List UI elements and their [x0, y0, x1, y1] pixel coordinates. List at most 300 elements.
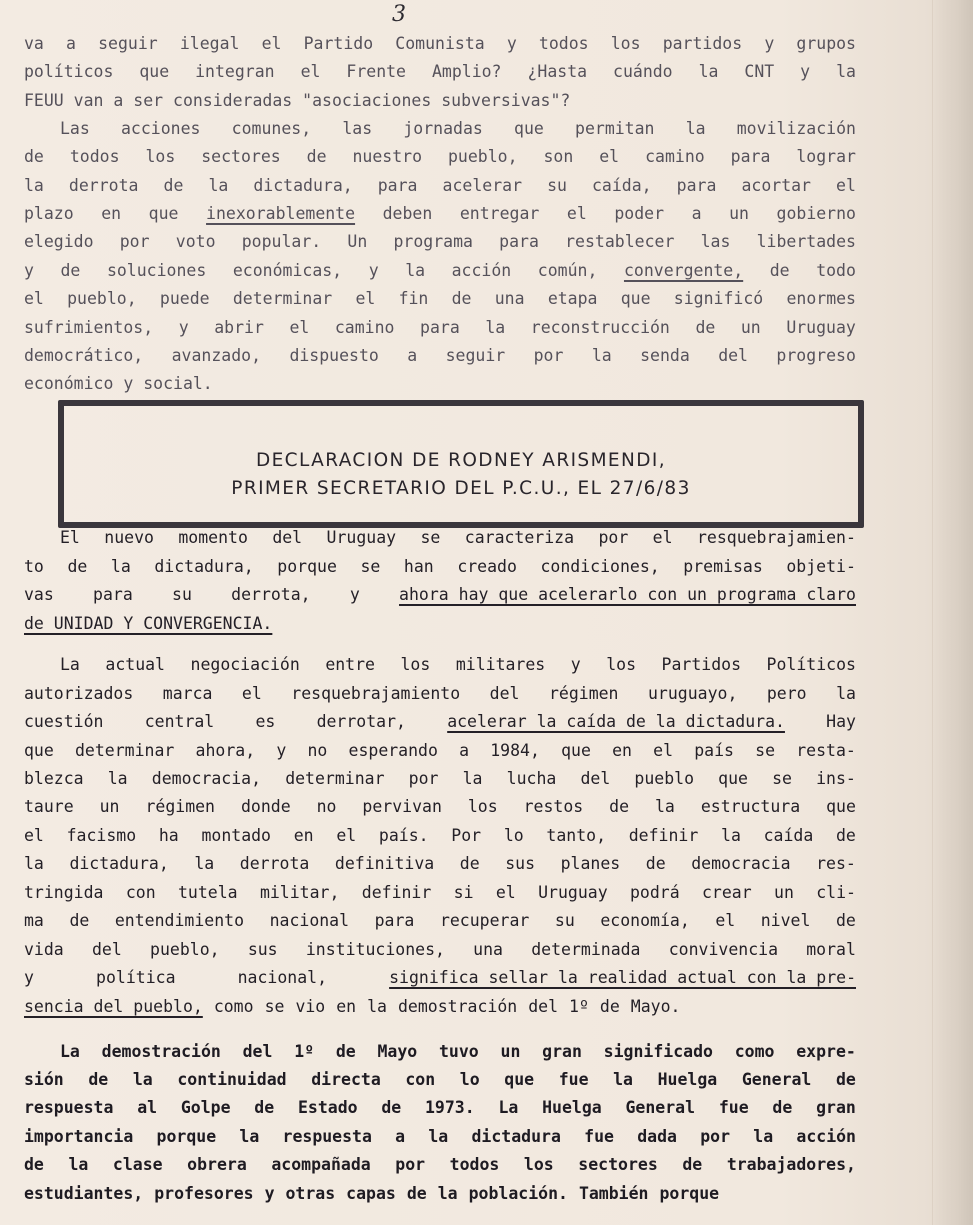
text-word: autorizados: [24, 684, 134, 703]
text-word: partidos: [662, 34, 743, 53]
text-word: senda: [640, 346, 690, 365]
paragraph-4-line: [24, 769, 856, 789]
text-word: todos: [69, 147, 120, 166]
text-word: determinar: [232, 289, 333, 308]
text-word: a: [459, 741, 470, 760]
paragraph-4-line: [24, 684, 856, 704]
text-word: que: [514, 119, 544, 138]
text-word: han: [403, 557, 434, 576]
text-word: determinar: [285, 769, 385, 788]
text-word: determinada: [531, 940, 641, 959]
text-word: resquebrajamien-: [696, 528, 856, 547]
text-word: pero: [766, 684, 807, 703]
paragraph-4-line: [24, 741, 856, 761]
text-word: de: [599, 997, 620, 1016]
text-word: una: [494, 289, 525, 308]
text-word: gran: [542, 1042, 582, 1061]
text-word: la: [24, 176, 44, 195]
text-word: soluciones: [106, 261, 207, 280]
text-word: Mayo.: [630, 997, 681, 1016]
text-word: comunes,: [231, 119, 312, 138]
text-word: su: [554, 911, 575, 930]
text-word: acompañada: [271, 1155, 371, 1174]
text-word: todo: [816, 261, 856, 280]
text-word: caída: [763, 826, 814, 845]
paragraph-3-line: [60, 528, 856, 548]
text-word: de: [69, 911, 90, 930]
text-word: to: [24, 557, 44, 576]
text-word: pueblo: [634, 769, 695, 788]
text-word: la: [208, 176, 229, 195]
text-word: por: [533, 346, 564, 365]
declaration-title-box: [58, 400, 864, 528]
paragraph-2-line: [24, 147, 856, 167]
text-word: movilización: [736, 119, 856, 138]
text-word: régimen: [548, 684, 619, 703]
text-word: tuvo: [439, 1042, 479, 1061]
text-word: nuevo: [104, 528, 154, 547]
text-word: pueblo,: [150, 940, 220, 959]
text-word: lograr: [796, 147, 856, 166]
paragraph-5-line: [24, 1070, 856, 1090]
text-word: democracia: [691, 854, 791, 873]
text-word: el: [261, 34, 282, 53]
text-word: un: [500, 1042, 521, 1061]
text-word: política: [96, 968, 176, 987]
text-word: de: [381, 1098, 402, 1117]
text-word: popular.: [241, 232, 322, 251]
text-word: del: [91, 940, 122, 959]
text-word: el: [355, 289, 376, 308]
text-word: montado: [201, 826, 271, 845]
text-word: respuesta: [24, 1098, 114, 1117]
text-word: progreso: [776, 346, 856, 365]
text-word: la: [836, 62, 856, 81]
text-word: no: [316, 797, 337, 816]
text-word: la: [698, 62, 719, 81]
text-word: el: [495, 883, 516, 902]
text-word: que: [148, 204, 179, 223]
text-word: Hay: [826, 712, 856, 731]
text-word: dictadura,: [253, 176, 353, 195]
text-word: para: [676, 176, 717, 195]
text-word: Frente: [346, 62, 406, 81]
text-word: 1º: [569, 997, 589, 1016]
text-word: las: [700, 232, 731, 251]
text-word: la: [685, 119, 706, 138]
text-word: voto: [175, 232, 216, 251]
text-word: para: [499, 232, 539, 251]
text-word: de: [836, 826, 856, 845]
text-word: y: [178, 318, 189, 337]
text-word: la: [836, 684, 856, 703]
text-word: Estado: [297, 1098, 358, 1117]
text-word: resquebrajamiento: [291, 684, 461, 703]
text-word: que: [24, 741, 54, 760]
text-word: por: [395, 1155, 426, 1174]
text-word: profesores: [154, 1184, 254, 1203]
text-word: del: [272, 528, 303, 547]
text-word: a: [395, 1127, 406, 1146]
paragraph-1-line: [24, 34, 856, 54]
text-word: por: [408, 769, 439, 788]
text-word: FEUU van a ser consideradas "asociaciones subversivas"?: [24, 91, 571, 110]
paragraph-5-line: [60, 1042, 856, 1062]
text-word: gobierno: [776, 204, 856, 223]
text-word: de: [24, 147, 44, 166]
text-word: por: [119, 232, 150, 251]
text-word: para: [377, 176, 418, 195]
text-word: y: [506, 34, 517, 53]
paragraph-2-line: [60, 119, 856, 139]
text-word: a: [407, 346, 418, 365]
text-word: permitan: [575, 119, 655, 138]
paragraph-4-line: [24, 797, 856, 817]
text-word: programa: [393, 232, 473, 251]
text-word: la: [107, 769, 128, 788]
text-word: cli-: [816, 883, 856, 902]
text-word: régimen: [145, 797, 215, 816]
text-word: sectores: [201, 147, 281, 166]
page-number: 3: [392, 2, 406, 27]
text-word: va: [24, 34, 44, 53]
text-word: la: [24, 854, 44, 873]
text-word: y: [764, 34, 775, 53]
text-word: la: [721, 826, 741, 845]
text-word: convergente,: [623, 261, 744, 280]
paragraph-2-line: [24, 232, 856, 252]
text-word: ins-: [816, 769, 856, 788]
text-word: la: [405, 261, 426, 280]
text-word: acortar: [741, 176, 811, 195]
text-word: y: [368, 261, 379, 280]
text-word: porque: [156, 1127, 217, 1146]
text-word: común,: [537, 261, 598, 280]
text-word: convivencia: [668, 940, 779, 959]
paragraph-3-line: [24, 614, 856, 634]
text-word: ha: [158, 826, 179, 845]
text-word: de: [769, 261, 790, 280]
text-word: el: [289, 318, 310, 337]
text-word: Uruguay: [538, 883, 608, 902]
text-word: Mayo: [377, 1042, 418, 1061]
text-word: del: [528, 997, 559, 1016]
text-word: el: [652, 528, 673, 547]
text-word: y: [24, 968, 34, 987]
text-word: de: [645, 854, 666, 873]
text-word: el: [24, 826, 44, 845]
text-word: de: [682, 1155, 703, 1174]
text-word: significa sellar la realidad actual con la pre-: [389, 968, 856, 987]
text-word: 1973.: [425, 1098, 475, 1117]
text-word: expre-: [796, 1042, 856, 1061]
text-word: estudiantes,: [24, 1184, 144, 1203]
paragraph-1-line: [24, 91, 856, 111]
text-word: integran: [195, 62, 275, 81]
text-word: Por: [451, 826, 482, 845]
paragraph-4-line: [24, 826, 856, 846]
text-word: todos: [538, 34, 589, 53]
text-word: un: [774, 883, 794, 902]
paragraph-5-line: [24, 1155, 856, 1175]
text-word: negociación: [190, 655, 300, 674]
text-word: de: [772, 1098, 793, 1117]
text-word: del: [580, 769, 611, 788]
text-word: jornadas: [403, 119, 483, 138]
text-word: que: [504, 1070, 535, 1089]
text-word: democracia,: [151, 769, 262, 788]
text-word: donde: [240, 797, 291, 816]
text-word: cuestión: [24, 712, 104, 731]
text-word: instituciones,: [305, 940, 445, 959]
text-word: acelerar la caída de la dictadura.: [447, 712, 785, 731]
text-word: que: [826, 797, 856, 816]
paragraph-2-line: [24, 318, 856, 338]
text-word: el: [241, 684, 262, 703]
text-word: para: [420, 318, 460, 337]
text-word: demostración: [398, 997, 518, 1016]
text-word: Partido: [303, 34, 374, 53]
text-word: el: [566, 204, 587, 223]
text-word: nivel: [760, 911, 811, 930]
text-word: al: [137, 1098, 158, 1117]
text-word: se: [772, 769, 792, 788]
text-word: se: [264, 997, 285, 1016]
text-word: definir: [361, 883, 432, 902]
text-word: de: [406, 1184, 427, 1203]
text-word: a: [66, 34, 76, 53]
text-word: de: [609, 797, 630, 816]
text-word: dictadura: [471, 1127, 561, 1146]
text-word: esperando: [348, 741, 438, 760]
text-word: camino: [334, 318, 395, 337]
paragraph-4-line: [60, 655, 856, 675]
text-word: su: [547, 176, 567, 195]
text-word: es: [255, 712, 276, 731]
text-word: la: [194, 854, 215, 873]
text-word: el: [715, 911, 736, 930]
text-word: pervivan: [362, 797, 442, 816]
text-word: de: [835, 911, 856, 930]
text-word: de UNIDAD Y CONVERGENCIA.: [24, 614, 273, 633]
text-word: taure: [24, 797, 74, 816]
text-word: condiciones,: [540, 557, 660, 576]
text-word: la: [239, 1127, 260, 1146]
text-word: sión: [24, 1070, 64, 1089]
paragraph-5-line: [24, 1098, 856, 1118]
text-word: ahora,: [195, 741, 256, 760]
text-word: acciones: [121, 119, 201, 138]
text-word: respuesta: [282, 1127, 372, 1146]
text-word: dispuesto: [289, 346, 379, 365]
text-word: el: [653, 741, 674, 760]
text-word: de: [835, 1070, 856, 1089]
paragraph-2-line: [24, 374, 856, 394]
text-word: económicas,: [232, 261, 343, 280]
text-word: lo: [503, 826, 524, 845]
paragraph-5-line: [24, 1184, 856, 1204]
text-word: moral: [806, 940, 856, 959]
text-word: avanzado,: [171, 346, 262, 365]
text-word: seguir: [98, 34, 158, 53]
paragraph-4-line: [24, 883, 856, 903]
paragraph-4-line: [24, 712, 856, 732]
text-word: Las: [60, 119, 90, 138]
text-word: país: [694, 741, 734, 760]
text-word: de: [60, 261, 81, 280]
text-word: recuperar: [439, 911, 530, 930]
text-word: La: [60, 1042, 80, 1061]
text-word: las: [342, 119, 373, 138]
text-word: acción: [796, 1127, 856, 1146]
text-word: determinar: [75, 741, 175, 760]
text-word: los: [467, 797, 498, 816]
text-word: derrota: [68, 176, 139, 195]
text-word: acción: [451, 261, 512, 280]
text-word: con: [125, 883, 156, 902]
text-word: Huelga: [542, 1098, 602, 1117]
text-word: a: [691, 204, 702, 223]
text-word: restablecer: [565, 232, 675, 251]
text-word: la: [437, 1184, 458, 1203]
text-word: Amplio?: [431, 62, 502, 81]
paragraph-4-line: [24, 997, 856, 1017]
text-word: momento: [178, 528, 248, 547]
text-word: en: [336, 997, 357, 1016]
text-word: que: [561, 741, 591, 760]
text-word: gran: [816, 1098, 856, 1117]
text-word: dada: [637, 1127, 677, 1146]
text-word: el: [336, 826, 357, 845]
text-word: objeti-: [786, 557, 856, 576]
text-word: la: [591, 346, 612, 365]
paragraph-3-line: [24, 585, 856, 605]
text-word: vas: [24, 585, 54, 604]
paragraph-3-line: [24, 557, 856, 577]
declaration-title-line-1: DECLARACION DE RODNEY ARISMENDI,: [255, 450, 667, 471]
text-word: el: [24, 289, 44, 308]
text-word: crear: [702, 883, 752, 902]
text-word: de: [451, 289, 472, 308]
text-word: los: [610, 34, 641, 53]
text-word: clase: [112, 1155, 163, 1174]
text-word: sufrimientos,: [24, 318, 154, 337]
text-word: directa: [311, 1070, 381, 1089]
text-word: lucha: [506, 769, 557, 788]
paragraph-2-line: [24, 261, 856, 281]
text-word: y: [24, 261, 34, 280]
paragraph-1-line: [24, 62, 856, 82]
text-word: de: [306, 147, 327, 166]
text-word: porque: [659, 1184, 720, 1203]
text-word: Comunista: [395, 34, 485, 53]
text-word: la: [462, 769, 483, 788]
text-word: actual: [105, 655, 165, 674]
text-word: del: [718, 346, 748, 365]
text-word: son: [543, 147, 574, 166]
text-word: Uruguay: [326, 528, 397, 547]
text-word: estructura: [700, 797, 801, 816]
text-word: resta-: [796, 741, 856, 760]
text-word: premisas: [683, 557, 763, 576]
text-word: capas: [346, 1184, 396, 1203]
text-word: ¿Hasta: [527, 62, 588, 81]
text-word: una: [473, 940, 503, 959]
text-word: nacional: [269, 911, 350, 930]
text-word: central: [144, 712, 215, 731]
text-word: restos: [523, 797, 584, 816]
text-word: los: [145, 147, 176, 166]
text-word: se: [755, 741, 776, 760]
text-word: puede: [159, 289, 210, 308]
text-word: enormes: [786, 289, 856, 308]
text-word: que: [139, 62, 170, 81]
text-word: vida: [24, 940, 64, 959]
text-word: abrir: [214, 318, 264, 337]
text-word: demostración: [101, 1042, 221, 1061]
text-word: en: [612, 741, 632, 760]
text-word: sus: [505, 854, 536, 873]
text-word: y: [349, 585, 360, 604]
text-word: que: [718, 769, 748, 788]
text-word: entregar: [459, 204, 540, 223]
text-word: económico y social.: [24, 374, 213, 393]
text-word: de: [254, 1098, 275, 1117]
text-word: lo: [459, 1070, 480, 1089]
text-word: derrota,: [231, 585, 311, 604]
text-word: dictadura,: [69, 854, 169, 873]
text-word: continuidad: [177, 1070, 287, 1089]
text-word: fue: [584, 1127, 614, 1146]
text-word: por: [598, 528, 629, 547]
text-word: pueblo,: [447, 147, 518, 166]
text-word: un: [729, 204, 749, 223]
text-word: de: [163, 176, 184, 195]
text-word: 1984,: [490, 741, 540, 760]
text-word: camino: [645, 147, 705, 166]
paragraph-4-line: [24, 968, 856, 988]
declaration-title-line-2: PRIMER SECRETARIO DEL P.C.U., EL 27/6/83: [231, 478, 691, 499]
text-word: derrota: [239, 854, 310, 873]
paragraph-2-line: [24, 346, 856, 366]
text-word: reconstrucción: [530, 318, 670, 337]
paragraph-2-line: [24, 289, 856, 309]
text-word: la: [132, 1070, 153, 1089]
paragraph-4-line: [24, 911, 856, 931]
text-word: libertades: [756, 232, 856, 251]
text-word: También: [578, 1184, 649, 1203]
text-word: importancia: [24, 1127, 134, 1146]
text-word: ma: [24, 911, 44, 930]
text-word: un: [740, 318, 761, 337]
text-word: tringida: [24, 883, 104, 902]
text-word: para: [374, 911, 415, 930]
text-word: la: [613, 1070, 633, 1089]
text-word: inexorablemente: [206, 204, 356, 223]
text-word: Políticos: [766, 655, 856, 674]
paragraph-5-line: [24, 1127, 856, 1147]
text-word: sencia del pueblo,: [24, 997, 203, 1016]
text-word: nuestro: [352, 147, 423, 166]
text-word: la: [485, 318, 506, 337]
paragraph-4-line: [24, 854, 856, 874]
text-word: definitiva: [334, 854, 435, 873]
text-word: vio: [295, 997, 326, 1016]
text-word: General: [741, 1070, 812, 1089]
text-word: podrá: [629, 883, 680, 902]
text-word: fin: [398, 289, 429, 308]
text-word: con: [405, 1070, 436, 1089]
